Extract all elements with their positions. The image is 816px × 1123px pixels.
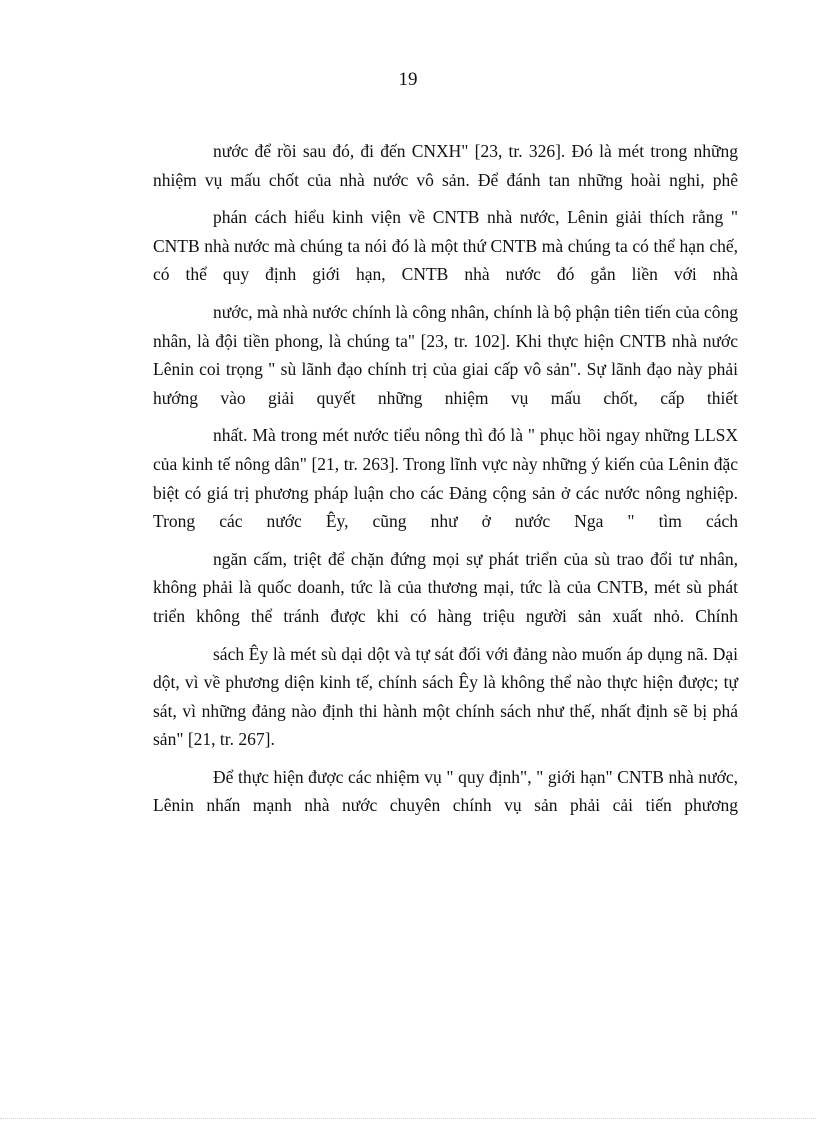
- document-body: [153, 137, 738, 820]
- page-bottom-divider: [0, 1118, 816, 1119]
- paragraph-5: ngăn cấm, triệt để chặn đứng mọi sự phát triển của sù trao đổi tư nhân, không phải là quốc doanh, tức là của thương mại, tức là của CNTB, mét sù phát triển không thể tránh được khi có hàng triệu người sản xuất nhỏ. Chính: [153, 548, 738, 626]
- paragraph-3: nước, mà nhà nước chính là công nhân, chính là bộ phận tiên tiến của công nhân, là đội tiền phong, là chúng ta" [23, tr. 102]. Khi thực hiện CNTB nhà nước Lênin coi trọng " sù lãnh đạo chính trị của giai cấp vô sản". Sự lãnh đạo này phải hướng vào giải quyết những nhiệm vụ mấu chốt, cấp thiết: [153, 301, 738, 408]
- paragraph-2: phán cách hiểu kinh viện về CNTB nhà nước, Lênin giải thích rằng " CNTB nhà nước mà chúng ta nói đó là một thứ CNTB mà chúng ta có thể hạn chế, có thể quy định giới hạn, CNTB nhà nước đó gắn liền với nhà: [153, 207, 738, 285]
- paragraph-1: nước để rồi sau đó, đi đến CNXH" [23, tr. 326]. Đó là mét trong những nhiệm vụ mấu chốt của nhà nước vô sản. Để đánh tan những hoài nghi, phê: [153, 141, 738, 190]
- paragraph-4: nhất. Mà trong mét nước tiểu nông thì đó là " phục hồi ngay những LLSX của kinh tế nông dân" [21, tr. 263]. Trong lĩnh vực này những ý kiến của Lênin đặc biệt có giá trị phương pháp luận cho các Đảng cộng sản ở các nước nông nghiệp. Trong các nước Êy, cũng như ở nước Nga " tìm cách: [153, 425, 738, 532]
- paragraph-7: Để thực hiện được các nhiệm vụ " quy định", " giới hạn" CNTB nhà nước, Lênin nhấn mạnh nhà nước chuyên chính vụ sản phải cải tiến phương: [153, 766, 738, 816]
- page-number: 19: [398, 69, 418, 90]
- paragraph-6: sách Êy là mét sù dại dột và tự sát đối với đảng nào muốn áp dụng nã. Dại dột, vì về phương diện kinh tế, chính sách Êy là không thể nào thực hiện được; tự sát, vì những đảng nào định thi hành một chính sách như thế, nhất định sẽ bị phá sản" [21, tr. 267].: [153, 643, 738, 750]
